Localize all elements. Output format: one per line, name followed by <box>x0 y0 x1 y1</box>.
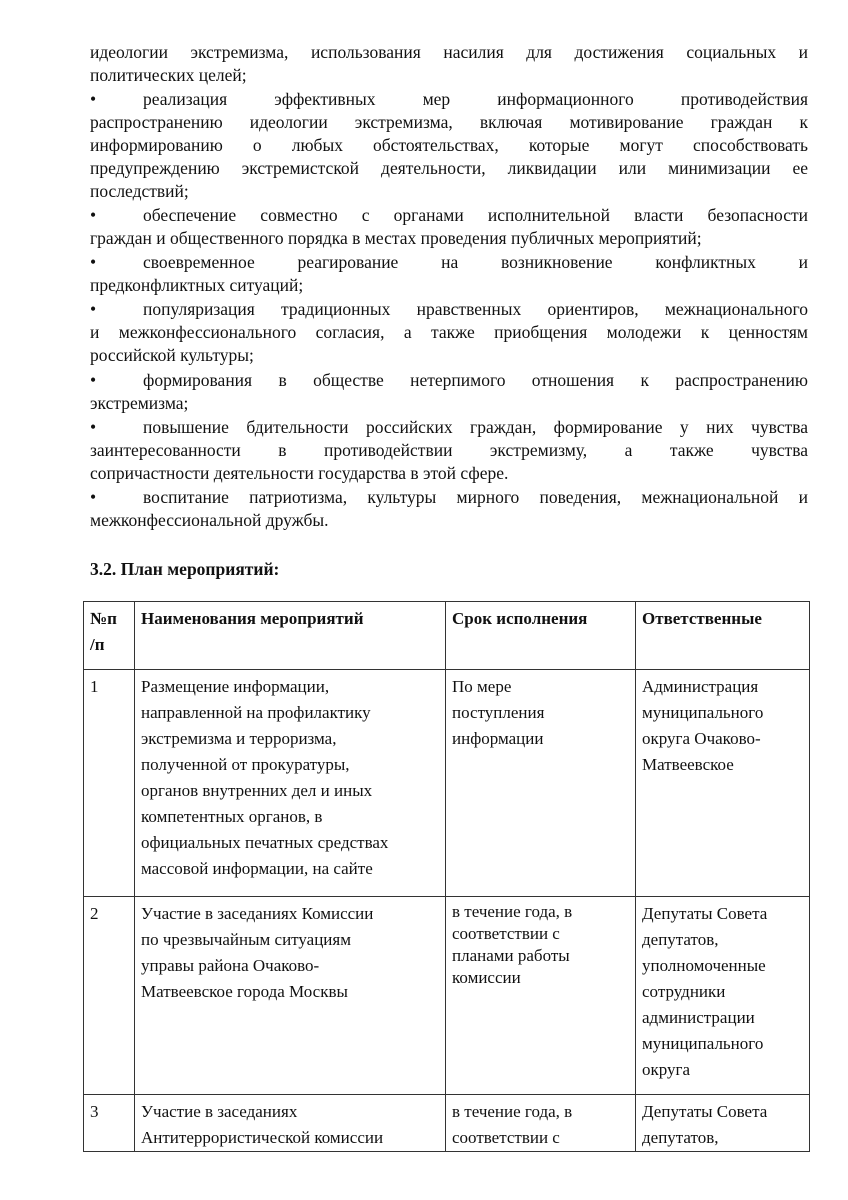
row-number: 1 <box>84 670 135 897</box>
bullet-icon: • <box>90 417 97 437</box>
table-header-row <box>84 602 810 670</box>
text-line: и межконфессионального согласия, а также приобщения молодежи к ценностям <box>90 322 808 342</box>
header-number: №п /п <box>84 602 135 670</box>
text-line: идеологии экстремизма, использования насилия для достижения социальных и <box>90 42 808 62</box>
text-line: предупреждению экстремистской деятельности, ликвидации или минимизации ее <box>90 158 808 178</box>
bullet-icon: • <box>90 299 97 319</box>
row-deadline: в течение года, в соответствии с планами работы комиссии <box>446 897 636 1095</box>
text-line: предконфликтных ситуаций; <box>90 275 304 295</box>
bullet-item-public-safety <box>90 204 808 250</box>
bullet-icon: • <box>90 252 97 272</box>
text-line: распространению идеологии экстремизма, включая мотивирование граждан к <box>90 112 808 132</box>
events-plan-table <box>83 601 810 1152</box>
text-line: • реализация эффективных мер информационного противодействия <box>90 89 808 109</box>
bullet-icon: • <box>90 89 97 109</box>
row-deadline: По мере поступления информации <box>446 670 636 897</box>
text-line: сопричастности деятельности государства в этой сфере. <box>90 463 509 483</box>
text-line: российской культуры; <box>90 345 254 365</box>
row-number: 3 <box>84 1095 135 1152</box>
text-line: • своевременное реагирование на возникновение конфликтных и <box>90 252 808 272</box>
text-line: экстремизма; <box>90 393 189 413</box>
text-line: • формирования в обществе нетерпимого отношения к распространению <box>90 370 808 390</box>
row-event-name: Размещение информации, направленной на профилактику экстремизма и терроризма, полученной от прокуратуры, органов внутренних дел и иных компетентных органов, в официальных печатных средствах массовой информации, на сайте <box>135 670 446 897</box>
text-line: информированию о любых обстоятельствах, которые могут способствовать <box>90 135 808 155</box>
bullet-item-patriotism <box>90 486 808 532</box>
bullet-icon: • <box>90 205 97 225</box>
header-event-name: Наименования мероприятий <box>135 602 446 670</box>
section-heading: 3.2. План мероприятий: <box>90 559 280 579</box>
bullet-item-traditional-values <box>90 298 808 367</box>
text-line: граждан и общественного порядка в местах проведения публичных мероприятий; <box>90 228 702 248</box>
text-line: • обеспечение совместно с органами исполнительной власти безопасности <box>90 205 808 225</box>
row-responsible: Депутаты Совета депутатов, уполномоченные сотрудники администрации муниципального округа <box>636 897 810 1095</box>
bullet-item-information-countermeasures <box>90 88 808 203</box>
bullet-icon: • <box>90 487 97 507</box>
row-responsible: Депутаты Совета депутатов, <box>636 1095 810 1152</box>
bullet-item-conflict-response <box>90 251 808 297</box>
row-deadline: в течение года, в соответствии с <box>446 1095 636 1152</box>
header-responsible: Ответственные <box>636 602 810 670</box>
bullet-item-vigilance <box>90 416 808 485</box>
text-line: последствий; <box>90 181 189 201</box>
paragraph-intro <box>90 41 808 87</box>
row-event-name: Участие в заседаниях Комиссии по чрезвычайным ситуациям управы района Очаково- Матвеевское города Москвы <box>135 897 446 1095</box>
header-deadline: Срок исполнения <box>446 602 636 670</box>
text-line: • популяризация традиционных нравственных ориентиров, межнационального <box>90 299 808 319</box>
table-row <box>84 670 810 897</box>
bullet-icon: • <box>90 370 97 390</box>
row-responsible: Администрация муниципального округа Очаково- Матвеевское <box>636 670 810 897</box>
row-event-name: Участие в заседаниях Антитеррористической комиссии <box>135 1095 446 1152</box>
text-line: заинтересованности в противодействии экстремизму, а также чувства <box>90 440 808 460</box>
text-line: политических целей; <box>90 65 247 85</box>
text-line: • воспитание патриотизма, культуры мирного поведения, межнациональной и <box>90 487 808 507</box>
bullet-item-intolerance <box>90 369 808 415</box>
table-row <box>84 897 810 1095</box>
text-line: • повышение бдительности российских граждан, формирование у них чувства <box>90 417 808 437</box>
row-number: 2 <box>84 897 135 1095</box>
table-row <box>84 1095 810 1152</box>
text-line: межконфессиональной дружбы. <box>90 510 329 530</box>
